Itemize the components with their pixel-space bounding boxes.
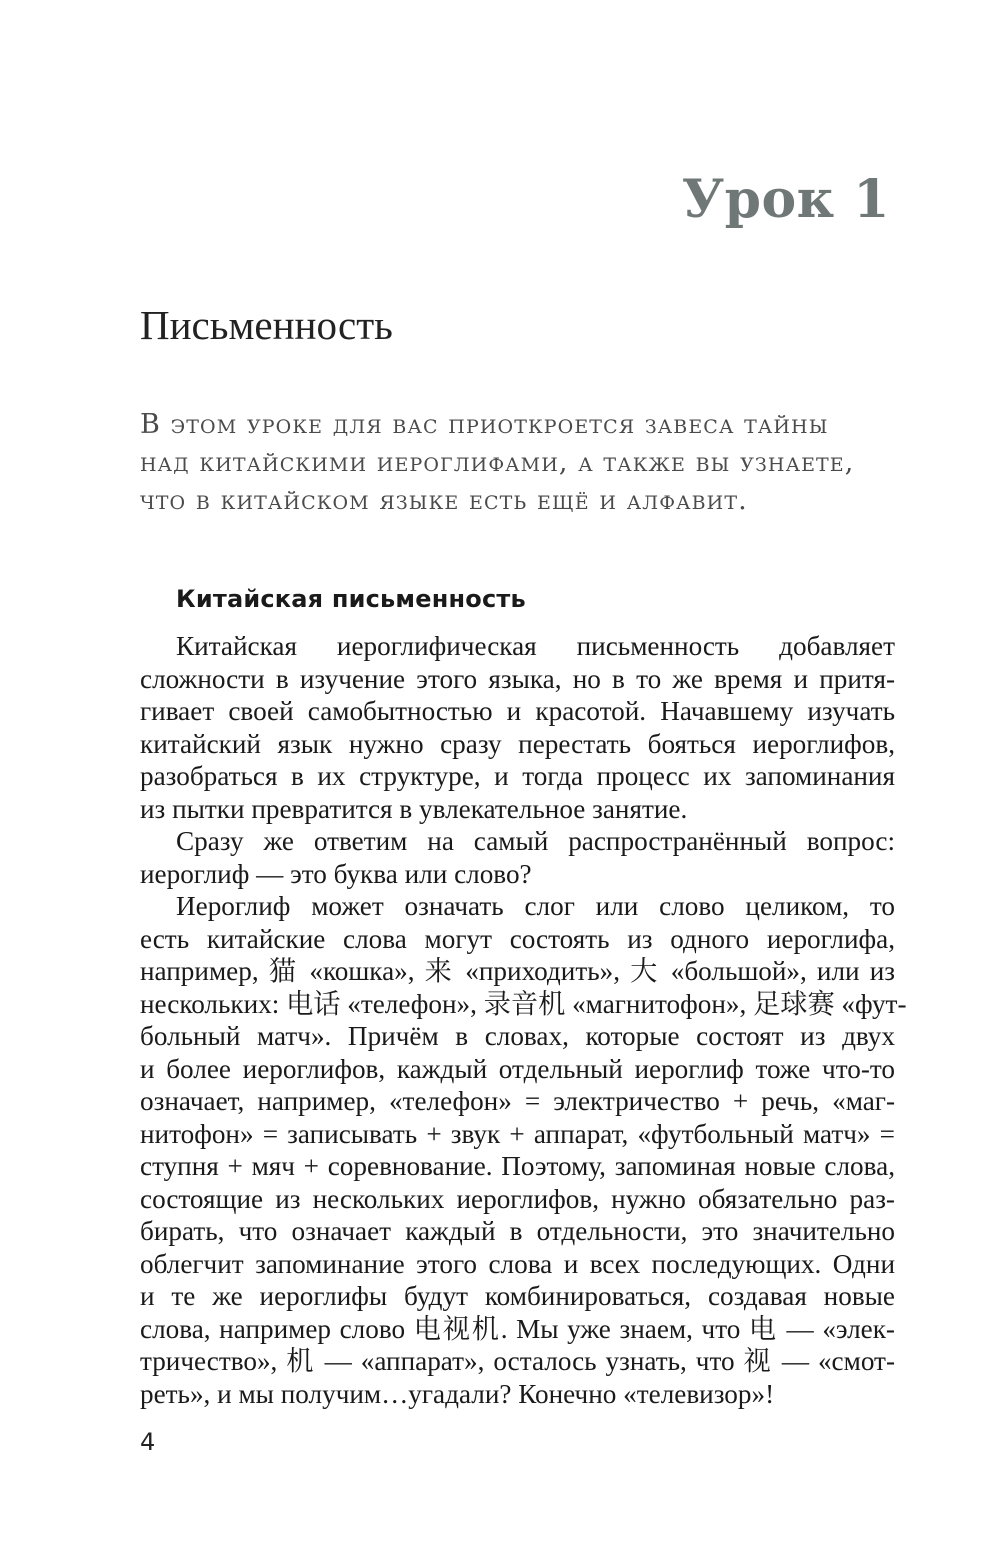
lesson-title: Урок 1 [681, 169, 890, 230]
paragraph-line: сложности в изучение этого языка, но в то же время и притя- [140, 663, 895, 694]
paragraph-line: реть», и мы получим…угадали? Конечно «телевизор»! [140, 1378, 775, 1409]
paragraph-line: разобраться в их структуре, и тогда процесс их запоминания [140, 761, 895, 791]
subsection-heading: Китайская письменность [176, 585, 526, 613]
paragraph-line: нитофон» = записывать + звук + аппарат, «футбольный матч» = [140, 1118, 895, 1149]
paragraph-line: облегчит запоминание этого слова и всех последующих. Одни [140, 1248, 895, 1279]
paragraph-line: слова, например слово 电视机. Мы уже знаем, что 电 — «элек- [140, 1313, 895, 1344]
page-number: 4 [140, 1428, 156, 1456]
paragraph-line: тричество», 机 — «аппарат», осталось узнать, что 视 — «смот- [140, 1346, 895, 1376]
section-title: Письменность [140, 302, 393, 348]
paragraph-line: Китайская иероглифическая письменность добавляет [176, 631, 895, 661]
intro-line: В этом уроке для вас приоткроется завеса тайны [140, 409, 829, 440]
paragraph-line: состоящие из нескольких иероглифов, нужно обязательно раз- [140, 1183, 895, 1214]
paragraph-line: больный матч». Причём в словах, которые состоят из двух [140, 1021, 895, 1051]
paragraph-line: например, 猫 «кошка», 来 «приходить», 大 «большой», или из [140, 956, 895, 986]
intro-line: что в китайском языке есть ещё и алфавит. [140, 485, 748, 516]
body-text [140, 630, 907, 1410]
paragraph-line: нескольких: 电话 «телефон», 录音机 «магнитофон», 足球赛 «фут- [140, 988, 907, 1019]
paragraph-line: китайский язык нужно сразу перестать бояться иероглифов, [140, 728, 895, 759]
intro-line: над китайскими иероглифами, а также вы узнаете, [140, 447, 855, 478]
paragraph-line: Иероглиф может означать слог или слово целиком, то [176, 891, 895, 921]
paragraph-line: из пытки превратится в увлекательное занятие. [140, 793, 688, 824]
paragraph-line: ступня + мяч + соревнование. Поэтому, запоминая новые слова, [140, 1151, 895, 1181]
paragraph-line: бирать, что означает каждый в отдельности, это значительно [140, 1216, 895, 1246]
lesson-intro [140, 406, 880, 520]
paragraph-line: иероглиф — это буква или слово? [140, 858, 532, 889]
paragraph-line: и те же иероглифы будут комбинироваться, создавая новые [140, 1281, 895, 1311]
paragraph-line: гивает своей самобытностью и красотой. Начавшему изучать [140, 696, 895, 726]
paragraph-line: есть китайские слова могут состоять из одного иероглифа, [140, 923, 895, 954]
paragraph-line: Сразу же ответим на самый распространённый вопрос: [176, 826, 895, 856]
paragraph-line: означает, например, «телефон» = электричество + речь, «маг- [140, 1086, 895, 1116]
paragraph-line: и более иероглифов, каждый отдельный иероглиф тоже что-то [140, 1053, 895, 1084]
